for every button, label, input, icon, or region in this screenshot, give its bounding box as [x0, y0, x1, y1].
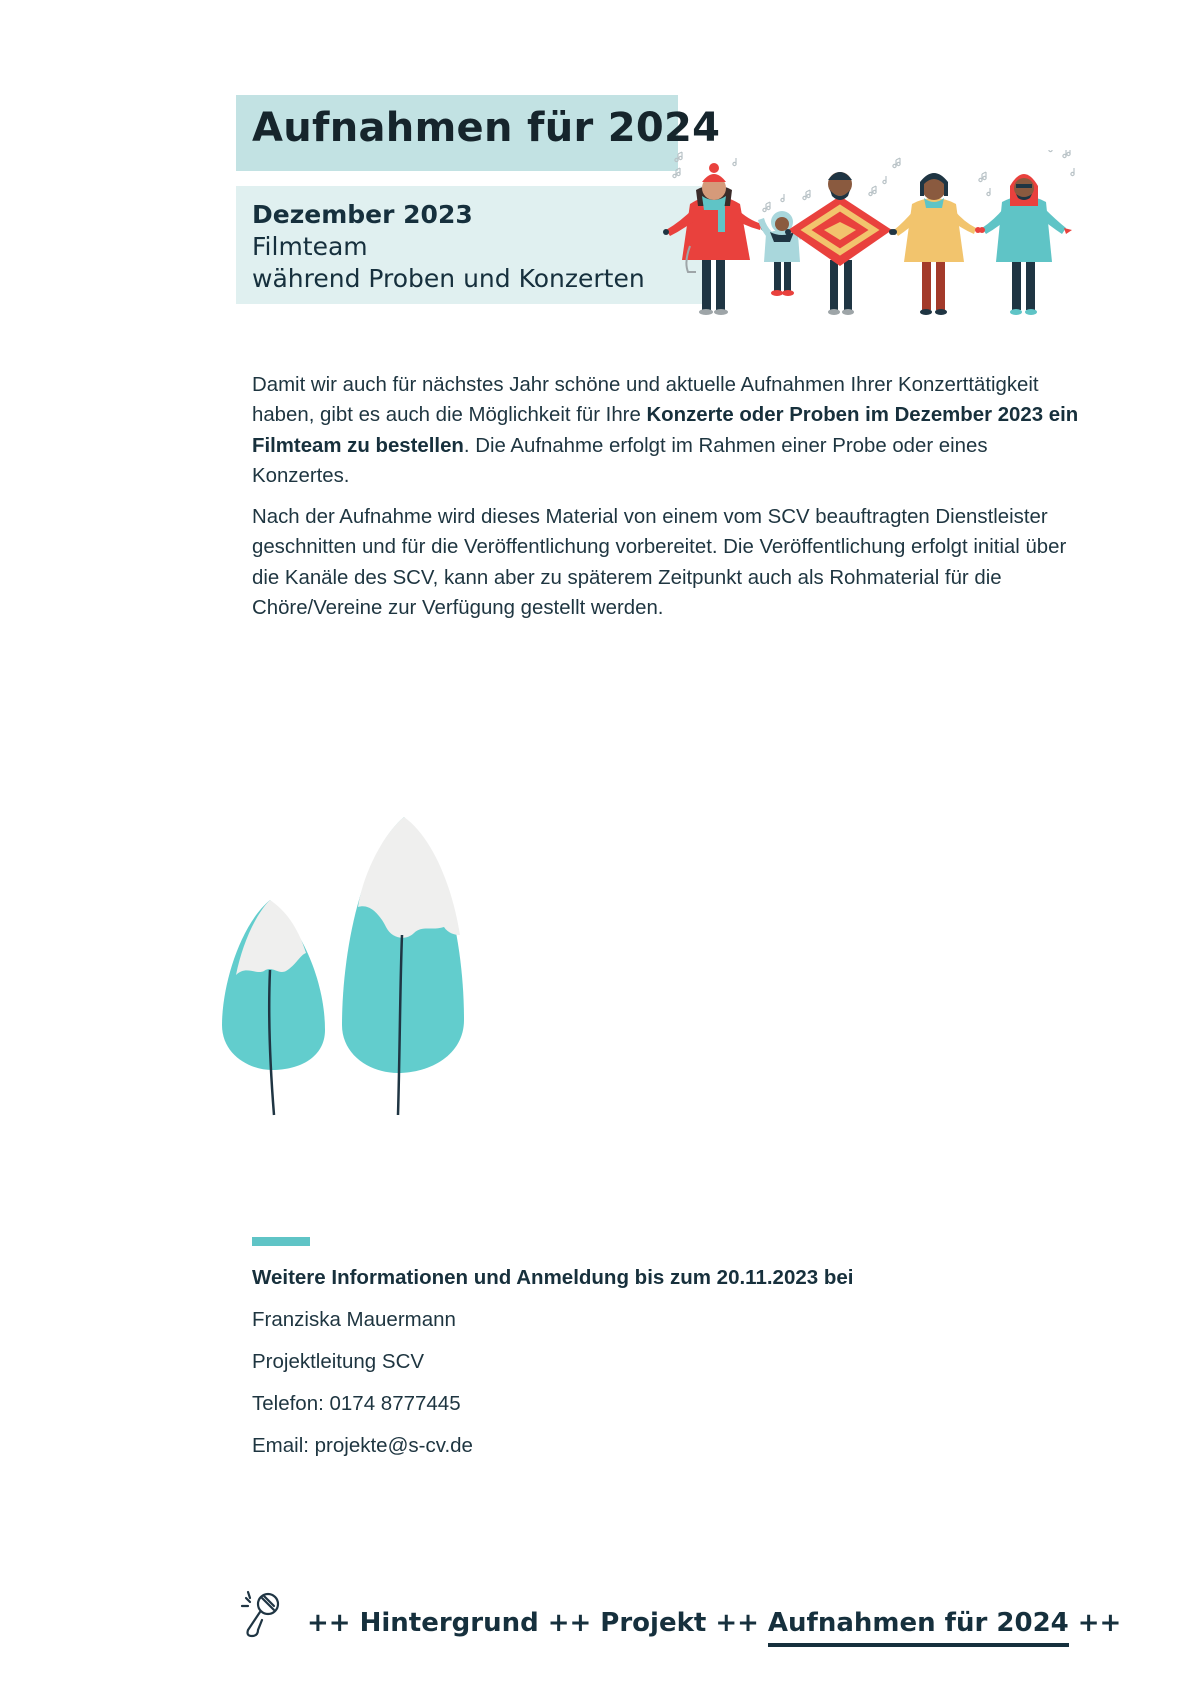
- intro-text-end: . Die Aufnahme erfolgt im Rahmen einer Probe oder eines Konzertes.: [252, 434, 988, 487]
- subtitle-line-1: Filmteam: [252, 232, 368, 261]
- breadcrumb-item-hintergrund[interactable]: Hintergrund: [359, 1608, 539, 1638]
- carolers-illustration: [660, 150, 1130, 325]
- caroler-poncho: [785, 172, 895, 315]
- breadcrumb-separator: ++: [547, 1608, 592, 1638]
- title-banner: [236, 95, 721, 171]
- intro-text-start: Damit wir auch für nächstes Jahr schöne und aktuelle Aufnahmen Ihrer Konzerttätigkeit haben, gibt es auch die Möglichkeit für Ihre: [252, 374, 1039, 427]
- intro-paragraph: [252, 370, 1084, 491]
- caroler-teal-coat: [979, 174, 1072, 315]
- breadcrumb-separator: ++: [715, 1608, 759, 1638]
- contact-phone: Telefon: 0174 8777445: [252, 1392, 461, 1415]
- caroler-yellow-coat: [891, 173, 981, 315]
- contact-email: Email: projekte@s-cv.de: [252, 1434, 473, 1457]
- subtitle-date: Dezember 2023: [252, 200, 473, 229]
- details-paragraph: Nach der Aufnahme wird dieses Material von einem vom SCV beauftragten Dienstleister geschnitten und für die Veröffentlichung vorbereitet. Die Veröffentlichung erfolgt initial über die Kanäle des SCV, kann aber zu späterem Zeitpunkt auch als Rohmaterial für die Chöre/Vereine zur Verfügung gestellt werden.: [252, 506, 1067, 619]
- contact-name: Franziska Mauermann: [252, 1308, 456, 1331]
- contact-role: Projektleitung SCV: [252, 1350, 425, 1373]
- page-title: Aufnahmen für 2024: [252, 105, 721, 151]
- breadcrumb-separator: ++: [307, 1608, 351, 1638]
- breadcrumb-item-current[interactable]: Aufnahmen für 2024: [767, 1608, 1069, 1638]
- accent-bar: [252, 1237, 310, 1246]
- snowy-trees-illustration: [210, 815, 480, 1160]
- intro-text-highlight: Konzerte oder Proben im Dezember 2023 ein Filmteam zu bestellen: [252, 404, 1079, 457]
- contact-heading: Weitere Informationen und Anmeldung bis zum 20.11.2023 bei: [252, 1266, 854, 1289]
- breadcrumb-item-projekt[interactable]: Projekt: [600, 1608, 707, 1638]
- footer-breadcrumb: [307, 1608, 1121, 1638]
- subtitle-line-2: während Proben und Konzerten: [252, 264, 645, 293]
- breadcrumb-separator: ++: [1077, 1608, 1122, 1638]
- microphone-icon: [238, 1590, 286, 1642]
- subtitle-banner: [236, 186, 706, 304]
- caroler-red-coat: [663, 163, 767, 315]
